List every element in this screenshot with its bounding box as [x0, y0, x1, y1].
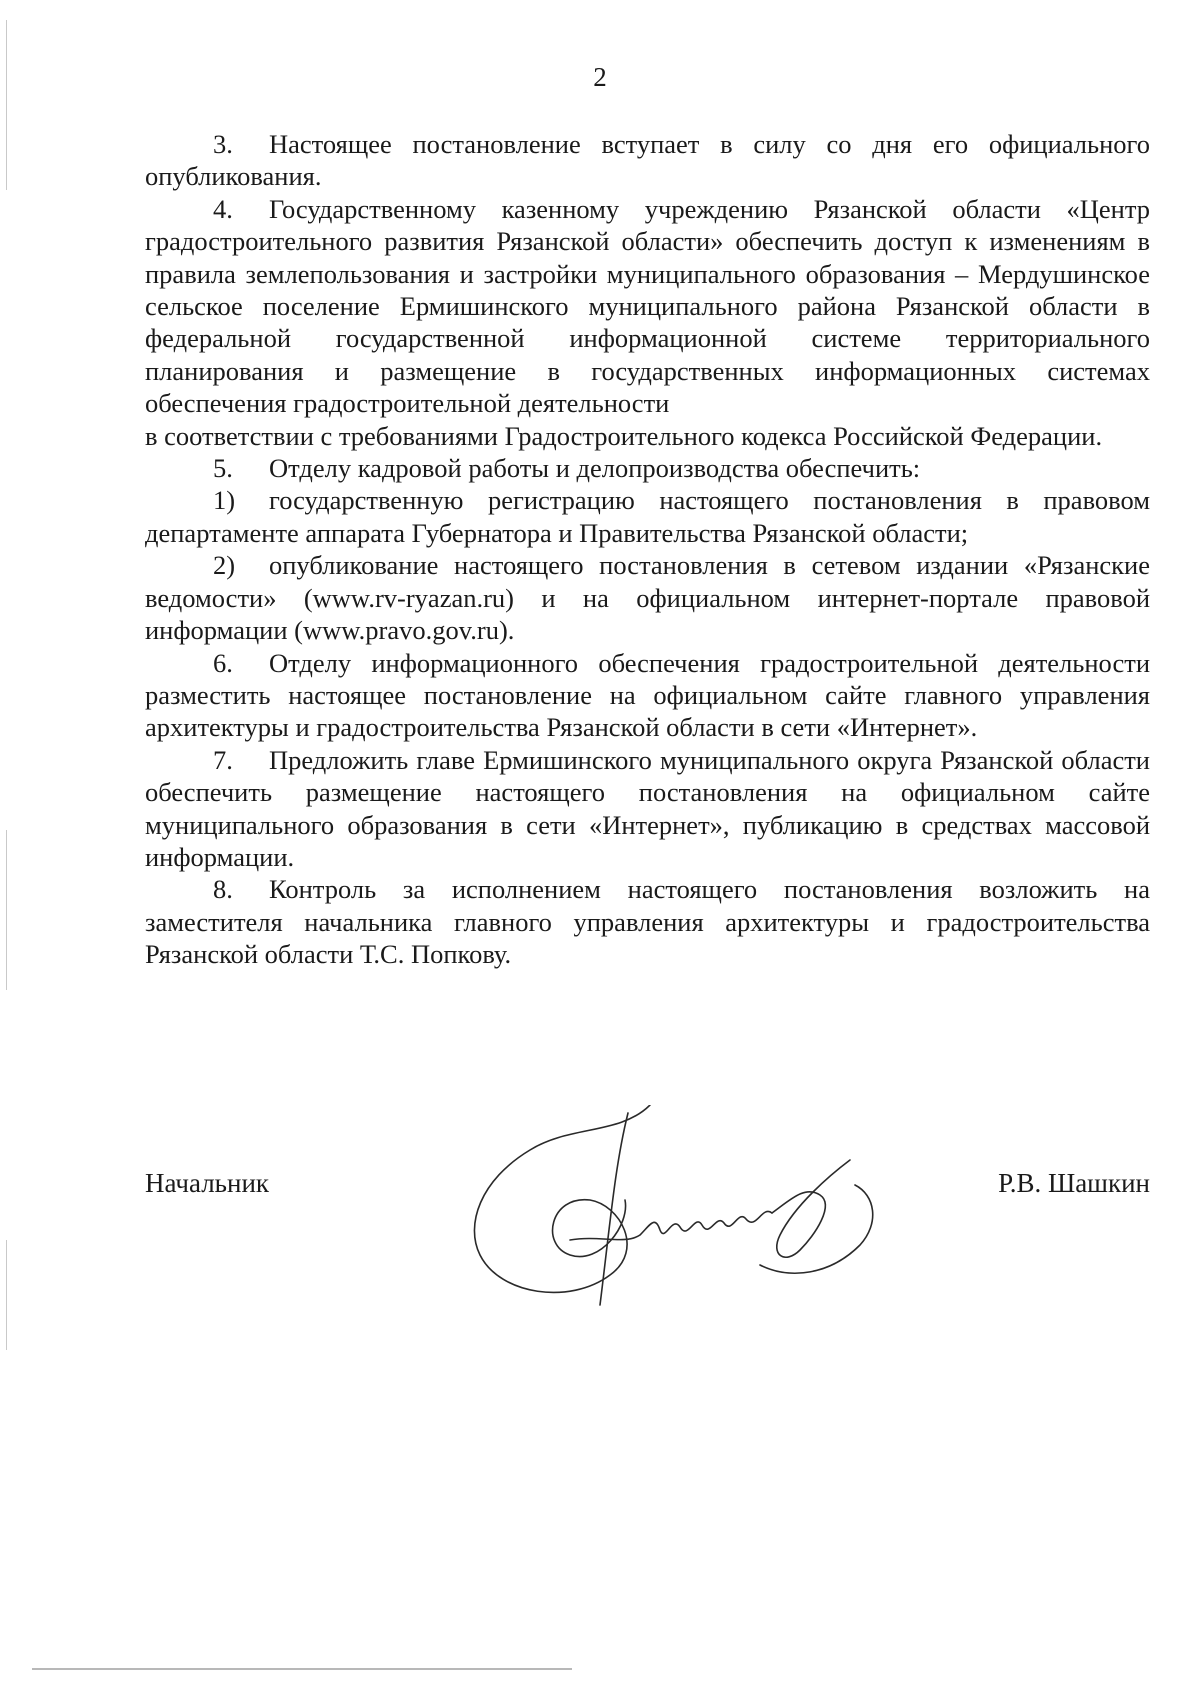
paragraph-4 — [145, 193, 1150, 420]
paragraph-8 — [145, 873, 1150, 970]
paragraph-3 — [145, 128, 1150, 193]
signer-position: Начальник — [145, 1168, 270, 1198]
paragraph-text: Предложить главе Ермишинского муниципального округа Рязанской области обеспечить размещение настоящего постановления на официальном сайте муниципального образования в сети «Интернет», публикацию в средствах массовой информации. — [145, 744, 1150, 872]
paragraph-number: 4. — [213, 193, 233, 224]
paragraph-5-2 — [145, 549, 1150, 646]
paragraph-text: государственную регистрацию настоящего постановления в правовом департаменте аппарата Губернатора и Правительства Рязанской области; — [145, 485, 1150, 548]
paragraph-text: опубликование настоящего постановления в сетевом издании «Рязанские ведомости» (www.rv-ryazan.ru) и на официальном интернет-портале правовой информации (www.pravo.gov.ru). — [145, 550, 1150, 646]
paragraph-number: 3. — [213, 129, 233, 159]
paragraph-text: Отделу кадровой работы и делопроизводства обеспечить: — [269, 453, 921, 484]
paragraph-number: 6. — [213, 647, 233, 678]
page-number: 2 — [593, 62, 607, 92]
paragraph-number: 5. — [213, 453, 233, 484]
paragraph-number: 1) — [213, 485, 236, 516]
scan-bottom-edge — [32, 1668, 572, 1670]
paragraph-5 — [145, 452, 1150, 484]
signer-name: Р.В. Шашкин — [998, 1168, 1150, 1198]
scan-edge-mark — [6, 1240, 7, 1350]
paragraph-number: 2) — [213, 550, 236, 581]
paragraph-7 — [145, 744, 1150, 874]
paragraph-text: Отделу информационного обеспечения градостроительной деятельности разместить настоящее постановление на официальном сайте главного управления архитектуры и градостроительства Рязанской области в сети «Интернет». — [145, 647, 1150, 743]
paragraph-text: Настоящее постановление вступает в силу со дня его официального опубликования. — [145, 129, 1150, 192]
paragraph-number: 8. — [213, 874, 233, 905]
document-body — [145, 128, 1150, 971]
scan-edge-mark — [6, 830, 7, 990]
paragraph-text: в соответствии с требованиями Градостроительного кодекса Российской Федерации. — [145, 420, 1103, 451]
paragraph-4-continuation — [145, 420, 1150, 452]
signature-block — [145, 1168, 1150, 1228]
paragraph-6 — [145, 647, 1150, 744]
scan-edge-mark — [6, 20, 7, 190]
paragraph-text: Государственному казенному учреждению Рязанской области «Центр градостроительного развития Рязанской области» обеспечить доступ к изменениям в правила землепользования и застройки муниципального образования – Мердушинское сельское поселение Ермишинского муниципального района Рязанской области в федеральной государственной информационной системе территориального планирования и размещение в государственных информационных системах обеспечения градостроительной деятельности — [145, 193, 1150, 419]
paragraph-number: 7. — [213, 744, 233, 775]
paragraph-text: Контроль за исполнением настоящего постановления возложить на заместителя начальника главного управления архитектуры и градостроительства Рязанской области Т.С. Попкову. — [145, 874, 1150, 970]
paragraph-5-1 — [145, 484, 1150, 549]
